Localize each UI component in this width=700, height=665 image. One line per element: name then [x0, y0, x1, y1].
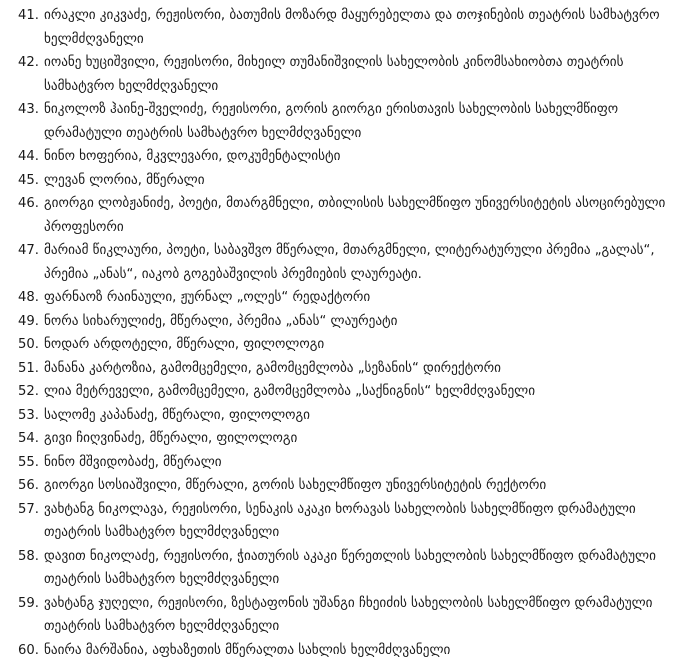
item-text: ნორა სიხარულიძე, მწერალი, პრემია „ანას“ ლაურეატი [44, 313, 398, 329]
item-text: ნიკოლოზ ჰაინე-შველიძე, რეჟისორი, გორის გიორგი ერისთავის სახელობის სახელმწიფო დრამატული თეატრის სამხატვრო ხელმძღვანელი [44, 102, 619, 141]
list-item [0, 427, 700, 451]
list-item [0, 51, 700, 98]
item-text: მანანა კარტოზია, გამომცემელი, გამომცემლობა „სეზანის“ დირექტორი [44, 360, 501, 376]
list-item [0, 404, 700, 428]
list-item [0, 169, 700, 193]
item-text: ლევან ლორია, მწერალი [44, 172, 205, 188]
item-text: ფარნაოზ რაინაული, ჟურნალ „ოლეს“ რედაქტორი [44, 290, 371, 305]
item-number: 41. [18, 8, 39, 23]
item-text: ვახტანგ ჯუღელი, რეჟისორი, ზესტაფონის უშანგი ჩხეიძის სახელობის სახელმწიფო დრამატული თეატრის სამხატვრო ხელმძღვანელი [44, 595, 653, 634]
item-text: გიორგი ლობჟანიძე, პოეტი, მთარგმნელი, თბილისის სახელმწიფო უნივერსიტეტის ასოცირებული პროფესორი [44, 196, 666, 235]
list-item [0, 474, 700, 498]
list-item [0, 451, 700, 475]
list-item [0, 357, 700, 381]
list-item [0, 4, 700, 51]
item-number: 43. [18, 102, 39, 117]
list-item [0, 380, 700, 404]
item-number: 52. [18, 384, 39, 399]
list-item [0, 239, 700, 286]
list-item [0, 545, 700, 592]
list-item [0, 310, 700, 334]
item-text: ნაირა მარშანია, აფხაზეთის მწერალთა სახლის ხელმძღვანელი [44, 642, 451, 658]
item-number: 49. [18, 313, 39, 329]
item-number: 55. [18, 454, 39, 470]
item-text: ნინო ხოფერია, მკვლევარი, დოკუმენტალისტი [44, 149, 341, 164]
item-text: იოანე ხუციშვილი, რეჟისორი, მიხეილ თუმანიშვილის სახელობის კინომსახიობთა თეატრის სამხატვრო ხელმძღვანელი [44, 55, 624, 94]
item-number: 42. [18, 55, 39, 70]
item-text: სალომე კაპანაძე, მწერალი, ფილოლოგი [44, 407, 311, 423]
item-number: 57. [18, 501, 39, 517]
item-number: 45. [18, 172, 39, 188]
item-text: მარიამ წიკლაური, პოეტი, საბავშვო მწერალი, მთარგმნელი, ლიტერატურული პრემია „გალას“, პრემია „ანას“, იაკობ გოგებაშვილის პრემიების ლაურეატი. [44, 243, 655, 282]
list-item [0, 592, 700, 639]
item-number: 59. [18, 595, 39, 611]
item-number: 54. [18, 431, 39, 446]
list-item [0, 192, 700, 239]
item-number: 58. [18, 548, 39, 564]
item-number: 60. [18, 642, 39, 658]
list-item [0, 639, 700, 663]
item-text: გიორგი სოსიაშვილი, მწერალი, გორის სახელმწიფო უნივერსიტეტის რექტორი [44, 478, 547, 493]
list-item [0, 498, 700, 545]
list-item [0, 98, 700, 145]
item-text: ვახტანგ ნიკოლავა, რეჟისორი, სენაკის აკაკი ხორავას სახელობის სახელმწიფო დრამატული თეატრის სამხატვრო ხელმძღვანელი [44, 501, 636, 540]
list-item [0, 286, 700, 310]
item-number: 53. [18, 407, 39, 423]
list-item [0, 333, 700, 357]
item-text: გივი ჩიღვინაძე, მწერალი, ფილოლოგი [44, 431, 298, 446]
item-number: 51. [18, 360, 39, 376]
item-text: ლია მეტრეველი, გამომცემელი, გამომცემლობა „საქნიგნის“ ხელმძღვანელი [44, 384, 536, 399]
item-number: 48. [18, 290, 39, 305]
numbered-list [0, 4, 700, 662]
item-text: ნოდარ არდოტელი, მწერალი, ფილოლოგი [44, 337, 325, 352]
list-item [0, 145, 700, 169]
item-text: ნინო მშვიდობაძე, მწერალი [44, 454, 222, 470]
item-number: 56. [18, 478, 39, 493]
item-number: 47. [18, 243, 39, 258]
item-text: დავით ნიკოლაძე, რეჟისორი, ჭიათურის აკაკი წერეთლის სახელობის სახელმწიფო დრამატული თეატრის სამხატვრო ხელმძღვანელი [44, 548, 656, 587]
item-number: 46. [18, 196, 39, 211]
item-number: 50. [18, 337, 39, 352]
item-text: ირაკლი კიკვაძე, რეჟისორი, ბათუმის მოზარდ მაყურებელთა და თოჯინების თეატრის სამხატვრო ხელმძღვანელი [44, 8, 660, 47]
item-number: 44. [18, 149, 39, 164]
